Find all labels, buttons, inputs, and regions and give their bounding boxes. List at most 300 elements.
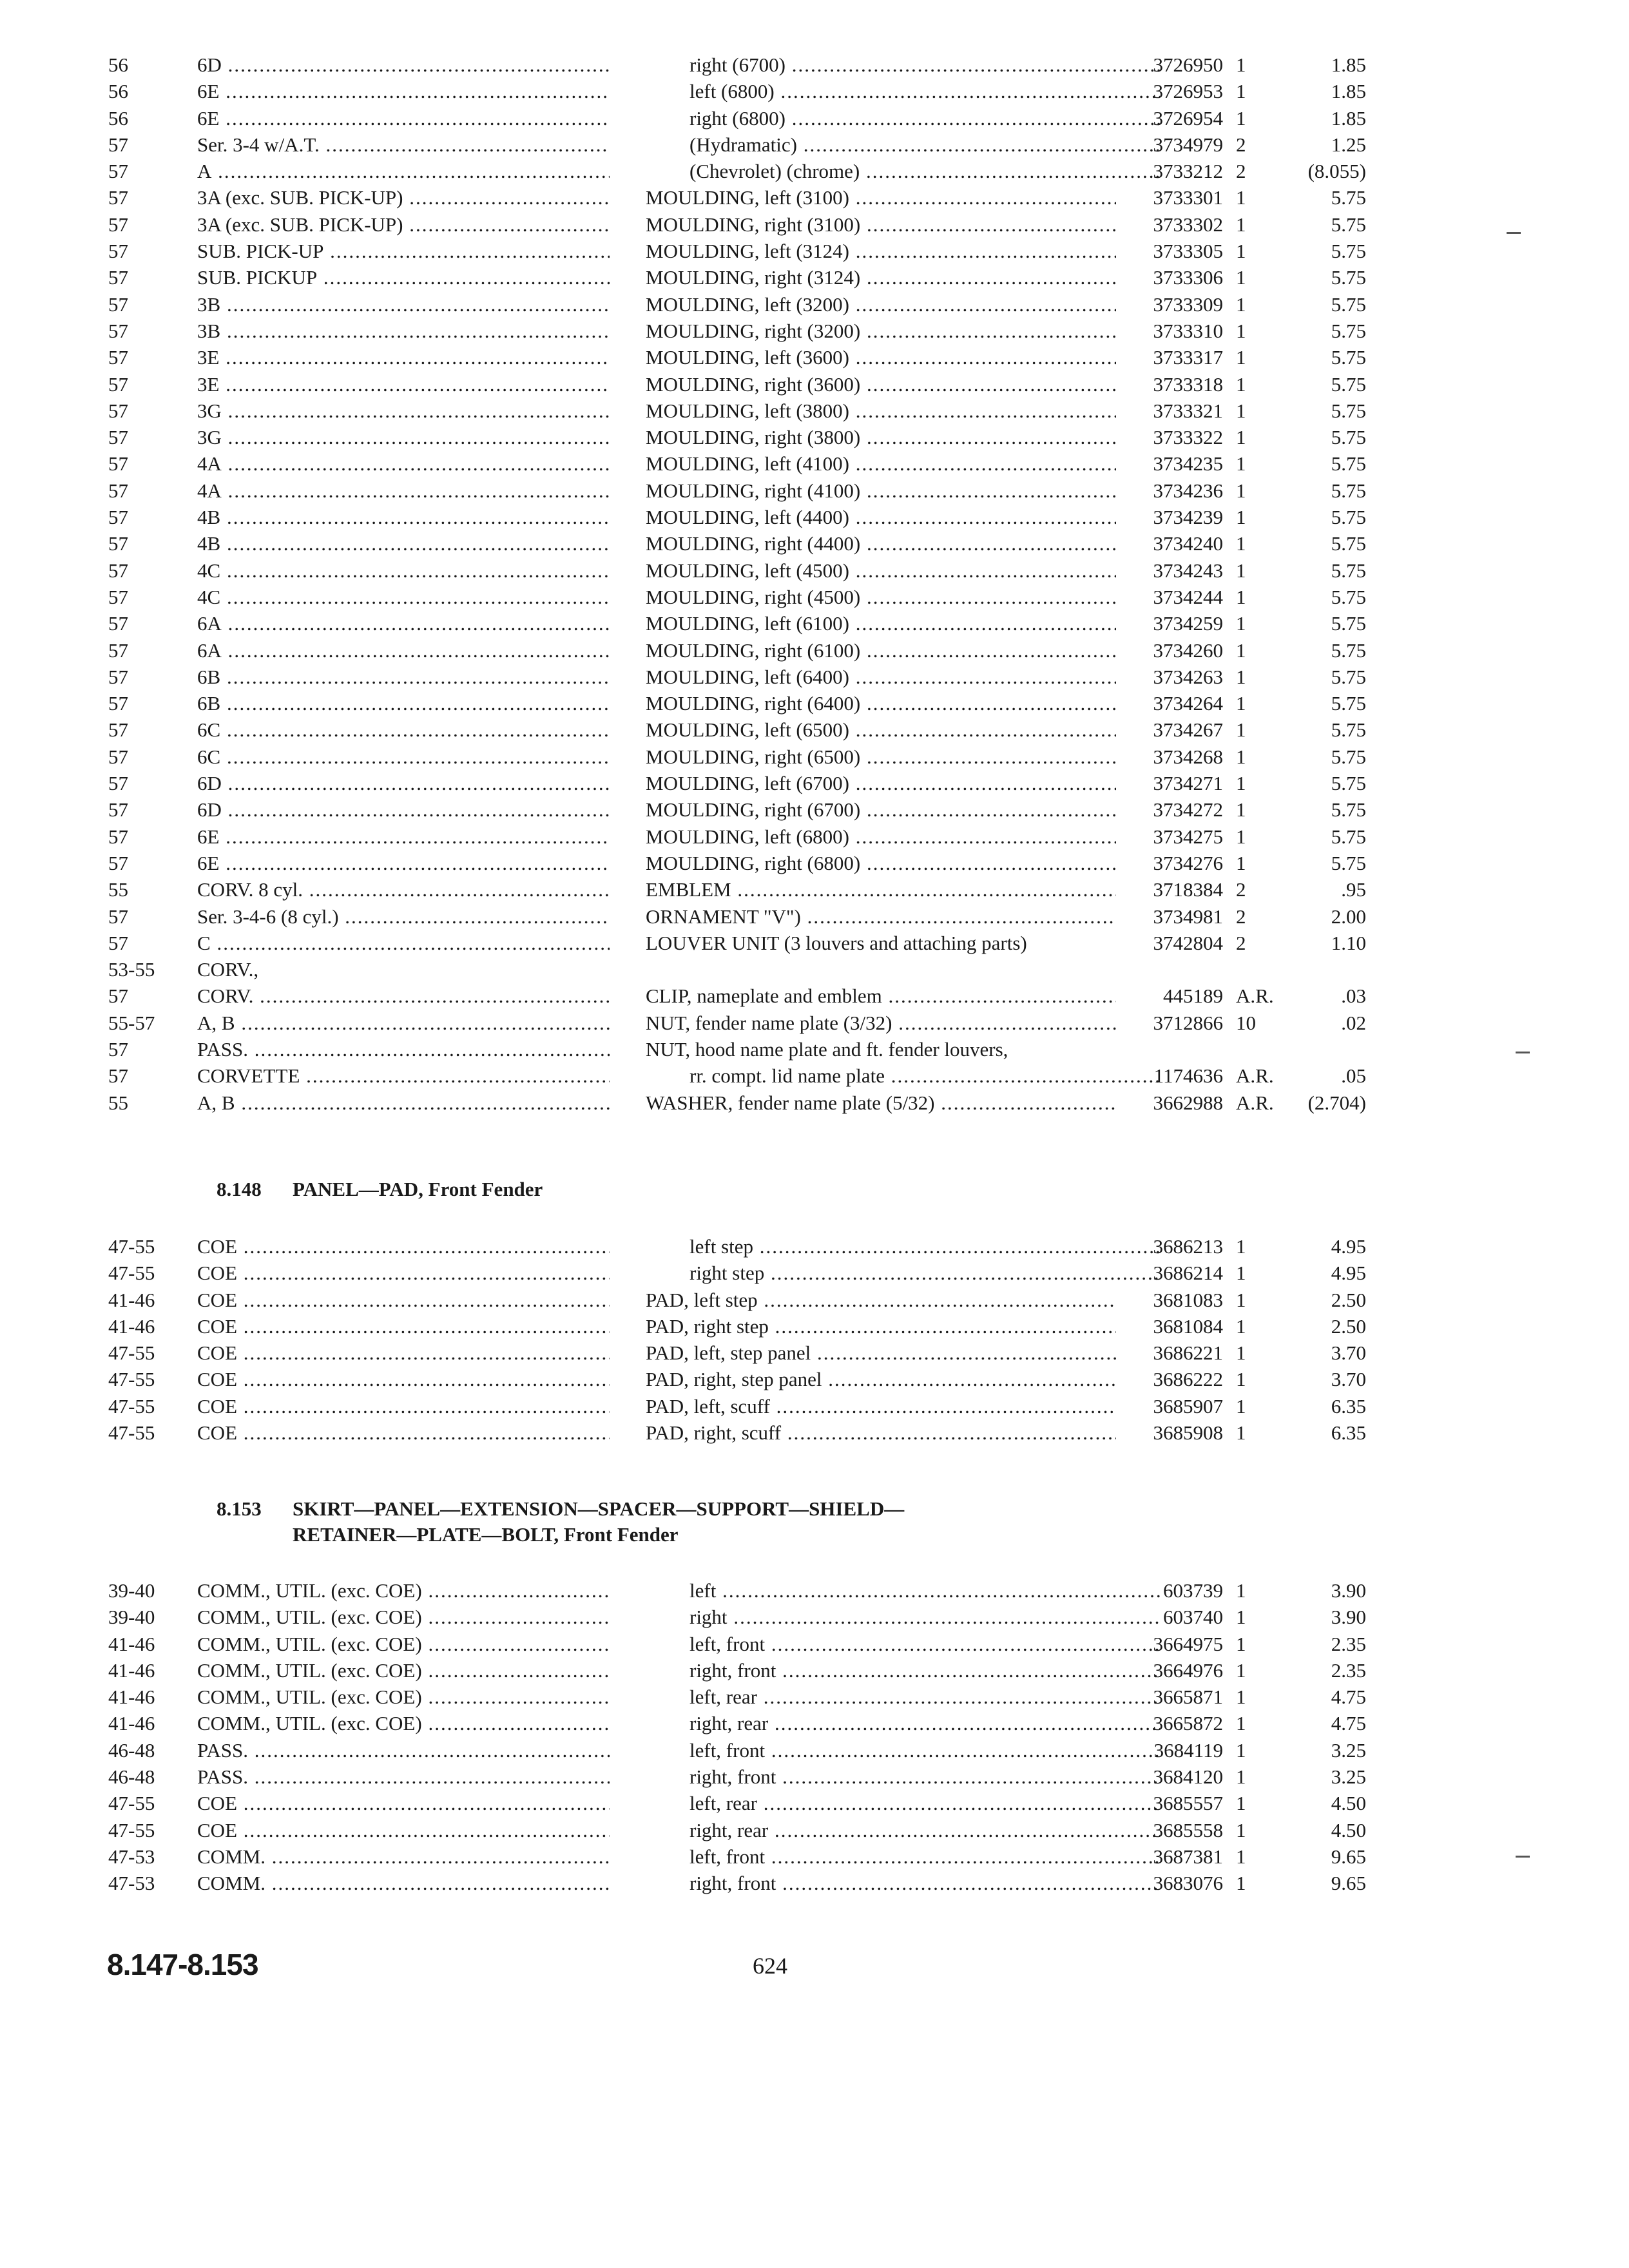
- year-cell: 47-55: [108, 1235, 155, 1258]
- year-cell: 57: [108, 213, 128, 236]
- year-cell: 57: [108, 718, 128, 742]
- year-cell: 47-55: [108, 1341, 155, 1365]
- part-number-cell: 3686222: [1153, 1368, 1223, 1391]
- price-cell: 5.75: [1331, 319, 1366, 342]
- model-cell: 6E .....: [197, 105, 610, 131]
- model-cell: 4A .....: [197, 450, 610, 477]
- table-row: [0, 1817, 1629, 1843]
- model-cell: C .....: [197, 930, 610, 956]
- price-cell: 5.75: [1331, 532, 1366, 555]
- model-cell: CORVETTE .....: [197, 1062, 610, 1089]
- table-row: [0, 1843, 1629, 1870]
- quantity-cell: 1: [1236, 346, 1246, 369]
- section-title-line-1: SKIRT—PANEL—EXTENSION—SPACER—SUPPORT—SHIELD—: [293, 1497, 905, 1520]
- part-number-cell: 3734276: [1153, 851, 1223, 874]
- quantity-cell: 1: [1236, 1632, 1246, 1655]
- description-cell: MOULDING, left (4500) .....: [646, 557, 1116, 584]
- price-cell: 4.95: [1331, 1262, 1366, 1285]
- description-cell: right, front .....: [646, 1763, 1160, 1790]
- model-cell: COMM., UTIL. (exc. COE) .....: [197, 1577, 610, 1604]
- part-number-cell: 3686221: [1153, 1341, 1223, 1365]
- part-number-cell: 1174636: [1153, 1064, 1223, 1088]
- table-row: [0, 1260, 1629, 1286]
- year-cell: 47-55: [108, 1262, 155, 1285]
- year-cell: 57: [108, 851, 128, 874]
- part-number-cell: 3734268: [1153, 745, 1223, 768]
- model-cell: 3B .....: [197, 318, 610, 344]
- price-cell: (2.704): [1307, 1091, 1366, 1114]
- part-number-cell: 3734236: [1153, 479, 1223, 502]
- table-row: [0, 1313, 1629, 1340]
- year-cell: 57: [108, 160, 128, 183]
- part-number-cell: 3734240: [1153, 532, 1223, 555]
- part-number-cell: 3733302: [1153, 213, 1223, 236]
- part-number-cell: 3718384: [1153, 878, 1223, 901]
- description-cell: MOULDING, left (3124) .....: [646, 238, 1116, 264]
- quantity-cell: 1: [1236, 825, 1246, 848]
- model-cell: A, B .....: [197, 1090, 610, 1116]
- year-cell: 47-55: [108, 1792, 155, 1815]
- price-cell: 5.75: [1331, 452, 1366, 476]
- parts-table-8-148: [0, 1233, 1629, 1446]
- part-number-cell: 3734239: [1153, 506, 1223, 529]
- table-row: [0, 1340, 1629, 1366]
- price-cell: 5.75: [1331, 692, 1366, 715]
- quantity-cell: 1: [1236, 692, 1246, 715]
- price-cell: 5.75: [1331, 506, 1366, 529]
- year-cell: 39-40: [108, 1606, 155, 1629]
- quantity-cell: 2: [1236, 160, 1246, 183]
- year-cell: 57: [108, 1064, 128, 1088]
- footer-section-range: 8.147-8.153: [107, 1948, 258, 1981]
- part-number-cell: 3733310: [1153, 319, 1223, 342]
- year-cell: 57: [108, 452, 128, 476]
- model-cell: PASS. .....: [197, 1763, 610, 1790]
- price-cell: 2.35: [1331, 1658, 1366, 1682]
- year-cell: 57: [108, 479, 128, 502]
- price-cell: 5.75: [1331, 426, 1366, 449]
- description-cell: right step .....: [646, 1260, 1160, 1286]
- quantity-cell: 1: [1236, 585, 1246, 608]
- model-cell: 6E .....: [197, 823, 610, 850]
- part-number-cell: 3734275: [1153, 825, 1223, 848]
- part-number-cell: 3662988: [1153, 1091, 1223, 1114]
- price-cell: 4.95: [1331, 1235, 1366, 1258]
- price-cell: 5.75: [1331, 213, 1366, 236]
- quantity-cell: 1: [1236, 1368, 1246, 1391]
- table-row: [0, 823, 1629, 850]
- model-cell: COMM. .....: [197, 1843, 610, 1870]
- table-row: [0, 1737, 1629, 1763]
- year-cell: 47-53: [108, 1872, 155, 1895]
- quantity-cell: 1: [1236, 186, 1246, 209]
- quantity-cell: 1: [1236, 1394, 1246, 1418]
- part-number-cell: 3726954: [1153, 106, 1223, 130]
- table-row: [0, 664, 1629, 690]
- description-cell: PAD, left, scuff .....: [646, 1393, 1116, 1419]
- quantity-cell: 2: [1236, 878, 1246, 901]
- price-cell: 5.75: [1331, 240, 1366, 263]
- price-cell: 5.75: [1331, 293, 1366, 316]
- price-cell: 3.90: [1331, 1579, 1366, 1602]
- part-number-cell: 3681083: [1153, 1288, 1223, 1311]
- year-cell: 55: [108, 1091, 128, 1114]
- part-number-cell: 3733305: [1153, 240, 1223, 263]
- price-cell: 5.75: [1331, 665, 1366, 688]
- table-row: [0, 78, 1629, 104]
- table-row: [0, 1393, 1629, 1419]
- model-cell: Ser. 3-4-6 (8 cyl.) .....: [197, 903, 610, 930]
- quantity-cell: 1: [1236, 1579, 1246, 1602]
- quantity-cell: 1: [1236, 1288, 1246, 1311]
- model-cell: 6D .....: [197, 770, 610, 796]
- part-number-cell: 3734243: [1153, 559, 1223, 582]
- description-cell: PAD, right step .....: [646, 1313, 1116, 1340]
- price-cell: 1.25: [1331, 133, 1366, 156]
- part-number-cell: 3733322: [1153, 426, 1223, 449]
- quantity-cell: 1: [1236, 718, 1246, 742]
- table-row: [0, 105, 1629, 131]
- part-number-cell: 3684120: [1153, 1765, 1223, 1789]
- model-cell: CORV. .....: [197, 983, 610, 1009]
- part-number-cell: 3734267: [1153, 718, 1223, 742]
- description-cell: rr. compt. lid name plate .....: [646, 1062, 1160, 1089]
- part-number-cell: 3733309: [1153, 293, 1223, 316]
- price-cell: 3.25: [1331, 1738, 1366, 1762]
- table-row: [0, 850, 1629, 876]
- table-row: [0, 371, 1629, 398]
- quantity-cell: 1: [1236, 53, 1246, 76]
- section-number: 8.148: [217, 1178, 262, 1200]
- price-cell: 3.25: [1331, 1765, 1366, 1789]
- description-cell: LOUVER UNIT (3 louvers and attaching parts): [646, 931, 1027, 954]
- part-number-cell: 3712866: [1153, 1011, 1223, 1034]
- price-cell: 5.75: [1331, 798, 1366, 822]
- year-cell: 47-55: [108, 1818, 155, 1841]
- description-cell: ORNAMENT "V") .....: [646, 903, 1116, 930]
- price-cell: 5.75: [1331, 585, 1366, 608]
- table-row: [0, 903, 1629, 930]
- year-cell: 47-55: [108, 1421, 155, 1445]
- description-cell: MOULDING, right (6800) .....: [646, 850, 1116, 876]
- model-cell: COMM., UTIL. (exc. COE) .....: [197, 1684, 610, 1710]
- price-cell: 5.75: [1331, 612, 1366, 635]
- part-number-cell: 3665872: [1153, 1712, 1223, 1735]
- table-row: [0, 1287, 1629, 1313]
- part-number-cell: 3733318: [1153, 372, 1223, 396]
- description-cell: MOULDING, left (6700) .....: [646, 770, 1116, 796]
- year-cell: 57: [108, 506, 128, 529]
- quantity-cell: 10: [1236, 1011, 1256, 1034]
- quantity-cell: 1: [1236, 1606, 1246, 1629]
- quantity-cell: A.R.: [1236, 1091, 1274, 1114]
- description-cell: left, rear .....: [646, 1684, 1160, 1710]
- table-row: [0, 530, 1629, 557]
- page-number: 624: [753, 1953, 787, 1979]
- table-row: [0, 716, 1629, 743]
- quantity-cell: 1: [1236, 426, 1246, 449]
- part-number-cell: 3734979: [1153, 133, 1223, 156]
- part-number-cell: 3733317: [1153, 346, 1223, 369]
- part-number-cell: 3726953: [1153, 80, 1223, 103]
- year-cell: 57: [108, 346, 128, 369]
- model-cell: 3G .....: [197, 398, 610, 424]
- description-cell: MOULDING, right (3200) .....: [646, 318, 1116, 344]
- model-cell: COE .....: [197, 1790, 610, 1816]
- model-cell: COE .....: [197, 1393, 610, 1419]
- part-number-cell: 3686214: [1153, 1262, 1223, 1285]
- table-row: [0, 52, 1629, 78]
- description-cell: MOULDING, right (6400) .....: [646, 690, 1116, 716]
- quantity-cell: 1: [1236, 1658, 1246, 1682]
- year-cell: 57: [108, 186, 128, 209]
- part-number-cell: 3734259: [1153, 612, 1223, 635]
- year-cell: 57: [108, 266, 128, 289]
- table-row: [0, 1657, 1629, 1684]
- model-cell: 3E .....: [197, 371, 610, 398]
- quantity-cell: 1: [1236, 1845, 1246, 1868]
- quantity-cell: 1: [1236, 665, 1246, 688]
- price-cell: .03: [1341, 985, 1366, 1008]
- model-cell: 6C .....: [197, 744, 610, 770]
- section-number: 8.153: [217, 1497, 262, 1520]
- part-number-cell: 3734244: [1153, 585, 1223, 608]
- year-cell: 46-48: [108, 1765, 155, 1789]
- year-cell: 53-55: [108, 958, 155, 981]
- description-cell: MOULDING, left (3100) .....: [646, 184, 1116, 211]
- table-row: [0, 1419, 1629, 1446]
- description-cell: right, front .....: [646, 1870, 1160, 1896]
- quantity-cell: 1: [1236, 1686, 1246, 1709]
- table-row: [0, 318, 1629, 344]
- model-cell: COE .....: [197, 1233, 610, 1260]
- parts-table-8-153: [0, 1577, 1629, 1897]
- year-cell: 57: [108, 931, 128, 954]
- quantity-cell: 1: [1236, 1872, 1246, 1895]
- price-cell: 2.35: [1331, 1632, 1366, 1655]
- model-cell: 6B .....: [197, 690, 610, 716]
- table-row: [0, 956, 1629, 983]
- quantity-cell: 1: [1236, 452, 1246, 476]
- price-cell: 5.75: [1331, 718, 1366, 742]
- quantity-cell: 1: [1236, 293, 1246, 316]
- price-cell: 5.75: [1331, 851, 1366, 874]
- model-cell: 6D .....: [197, 52, 610, 78]
- part-number-cell: 3685558: [1153, 1818, 1223, 1841]
- quantity-cell: 1: [1236, 479, 1246, 502]
- quantity-cell: 1: [1236, 639, 1246, 662]
- quantity-cell: A.R.: [1236, 985, 1274, 1008]
- description-cell: MOULDING, right (3100) .....: [646, 211, 1116, 238]
- description-cell: MOULDING, right (3800) .....: [646, 424, 1116, 450]
- price-cell: 1.85: [1331, 106, 1366, 130]
- model-cell: PASS. .....: [197, 1737, 610, 1763]
- model-cell: COE .....: [197, 1260, 610, 1286]
- table-row: [0, 184, 1629, 211]
- year-cell: 57: [108, 319, 128, 342]
- description-cell: MOULDING, left (3600) .....: [646, 344, 1116, 370]
- table-row: [0, 238, 1629, 264]
- quantity-cell: 1: [1236, 612, 1246, 635]
- year-cell: 46-48: [108, 1738, 155, 1762]
- quantity-cell: 1: [1236, 798, 1246, 822]
- part-number-cell: 3684119: [1153, 1738, 1223, 1762]
- quantity-cell: 1: [1236, 266, 1246, 289]
- description-cell: PAD, left step .....: [646, 1287, 1116, 1313]
- model-cell: COE .....: [197, 1313, 610, 1340]
- quantity-cell: 1: [1236, 506, 1246, 529]
- description-cell: (Chevrolet) (chrome) .....: [646, 158, 1160, 184]
- quantity-cell: 1: [1236, 240, 1246, 263]
- part-number-cell: 445189: [1163, 985, 1223, 1008]
- table-row: [0, 1233, 1629, 1260]
- quantity-cell: 1: [1236, 1792, 1246, 1815]
- model-cell: SUB. PICK-UP .....: [197, 238, 610, 264]
- part-number-cell: 3687381: [1153, 1845, 1223, 1868]
- price-cell: 5.75: [1331, 772, 1366, 795]
- price-cell: 9.65: [1331, 1845, 1366, 1868]
- model-cell: 4C .....: [197, 557, 610, 584]
- description-cell: MOULDING, left (4100) .....: [646, 450, 1116, 477]
- description-cell: (Hydramatic) .....: [646, 131, 1160, 158]
- year-cell: 57: [108, 905, 128, 928]
- price-cell: (8.055): [1307, 160, 1366, 183]
- model-cell: CORV.,: [197, 958, 259, 981]
- quantity-cell: 1: [1236, 559, 1246, 582]
- part-number-cell: 3726950: [1153, 53, 1223, 76]
- part-number-cell: 3664975: [1153, 1632, 1223, 1655]
- quantity-cell: 1: [1236, 1765, 1246, 1789]
- model-cell: COE .....: [197, 1366, 610, 1392]
- scan-mark: [1516, 1052, 1530, 1053]
- price-cell: 5.75: [1331, 825, 1366, 848]
- price-cell: 5.75: [1331, 639, 1366, 662]
- price-cell: 9.65: [1331, 1872, 1366, 1895]
- part-number-cell: 3734981: [1153, 905, 1223, 928]
- model-cell: 4C .....: [197, 584, 610, 610]
- quantity-cell: 1: [1236, 1738, 1246, 1762]
- description-cell: left, rear .....: [646, 1790, 1160, 1816]
- quantity-cell: 1: [1236, 1262, 1246, 1285]
- table-row: [0, 637, 1629, 664]
- year-cell: 41-46: [108, 1686, 155, 1709]
- price-cell: .95: [1341, 878, 1366, 901]
- quantity-cell: 1: [1236, 80, 1246, 103]
- quantity-cell: 1: [1236, 1235, 1246, 1258]
- model-cell: COE .....: [197, 1419, 610, 1446]
- year-cell: 57: [108, 133, 128, 156]
- table-row: [0, 1710, 1629, 1736]
- year-cell: 57: [108, 399, 128, 422]
- part-number-cell: 3734260: [1153, 639, 1223, 662]
- model-cell: 3A (exc. SUB. PICK-UP) .....: [197, 211, 610, 238]
- model-cell: 4A .....: [197, 477, 610, 504]
- part-number-cell: 3686213: [1153, 1235, 1223, 1258]
- description-cell: PAD, right, step panel .....: [646, 1366, 1116, 1392]
- table-row: [0, 424, 1629, 450]
- model-cell: COMM., UTIL. (exc. COE) .....: [197, 1631, 610, 1657]
- table-row: [0, 158, 1629, 184]
- description-cell: MOULDING, right (3600) .....: [646, 371, 1116, 398]
- description-cell: MOULDING, right (4500) .....: [646, 584, 1116, 610]
- part-number-cell: 3664976: [1153, 1658, 1223, 1682]
- table-row: [0, 1010, 1629, 1036]
- part-number-cell: 3683076: [1153, 1872, 1223, 1895]
- description-cell: right, rear .....: [646, 1710, 1160, 1736]
- part-number-cell: 3734264: [1153, 692, 1223, 715]
- part-number-cell: 603739: [1163, 1579, 1223, 1602]
- model-cell: A .....: [197, 158, 610, 184]
- table-row: [0, 1684, 1629, 1710]
- scan-mark: [1507, 232, 1521, 234]
- description-cell: MOULDING, left (6400) .....: [646, 664, 1116, 690]
- model-cell: COE .....: [197, 1340, 610, 1366]
- year-cell: 57: [108, 772, 128, 795]
- model-cell: 3G .....: [197, 424, 610, 450]
- part-number-cell: 3733321: [1153, 399, 1223, 422]
- part-number-cell: 3685907: [1153, 1394, 1223, 1418]
- model-cell: 6A .....: [197, 610, 610, 637]
- year-cell: 57: [108, 612, 128, 635]
- parts-table-8-147: [0, 52, 1629, 1116]
- price-cell: 6.35: [1331, 1394, 1366, 1418]
- description-cell: right, front .....: [646, 1657, 1160, 1684]
- model-cell: 3E .....: [197, 344, 610, 370]
- table-row: [0, 477, 1629, 504]
- description-cell: MOULDING, right (6700) .....: [646, 796, 1116, 823]
- year-cell: 57: [108, 1037, 128, 1061]
- year-cell: 57: [108, 985, 128, 1008]
- description-cell: MOULDING, right (4100) .....: [646, 477, 1116, 504]
- quantity-cell: 1: [1236, 372, 1246, 396]
- year-cell: 57: [108, 293, 128, 316]
- description-cell: MOULDING, left (6500) .....: [646, 716, 1116, 743]
- table-row: [0, 1631, 1629, 1657]
- year-cell: 56: [108, 53, 128, 76]
- model-cell: COMM., UTIL. (exc. COE) .....: [197, 1710, 610, 1736]
- section-heading-8-153: [217, 1496, 904, 1548]
- table-row: [0, 264, 1629, 291]
- table-row: [0, 131, 1629, 158]
- price-cell: 4.75: [1331, 1712, 1366, 1735]
- description-cell: NUT, fender name plate (3/32) .....: [646, 1010, 1116, 1036]
- quantity-cell: 1: [1236, 532, 1246, 555]
- description-cell: right (6800) .....: [646, 105, 1160, 131]
- table-row: [0, 584, 1629, 610]
- year-cell: 55-57: [108, 1011, 155, 1034]
- model-cell: A, B .....: [197, 1010, 610, 1036]
- year-cell: 56: [108, 106, 128, 130]
- section-title: PANEL—PAD, Front Fender: [293, 1178, 543, 1200]
- description-cell: left (6800) .....: [646, 78, 1160, 104]
- table-row: [0, 983, 1629, 1009]
- table-row: [0, 744, 1629, 770]
- table-row: [0, 796, 1629, 823]
- year-cell: 57: [108, 745, 128, 768]
- year-cell: 47-55: [108, 1368, 155, 1391]
- year-cell: 47-55: [108, 1394, 155, 1418]
- table-row: [0, 557, 1629, 584]
- price-cell: 3.90: [1331, 1606, 1366, 1629]
- quantity-cell: 1: [1236, 1712, 1246, 1735]
- table-row: [0, 211, 1629, 238]
- table-row: [0, 770, 1629, 796]
- table-row: [0, 504, 1629, 530]
- price-cell: 5.75: [1331, 559, 1366, 582]
- quantity-cell: 1: [1236, 106, 1246, 130]
- model-cell: 3A (exc. SUB. PICK-UP) .....: [197, 184, 610, 211]
- price-cell: 2.50: [1331, 1288, 1366, 1311]
